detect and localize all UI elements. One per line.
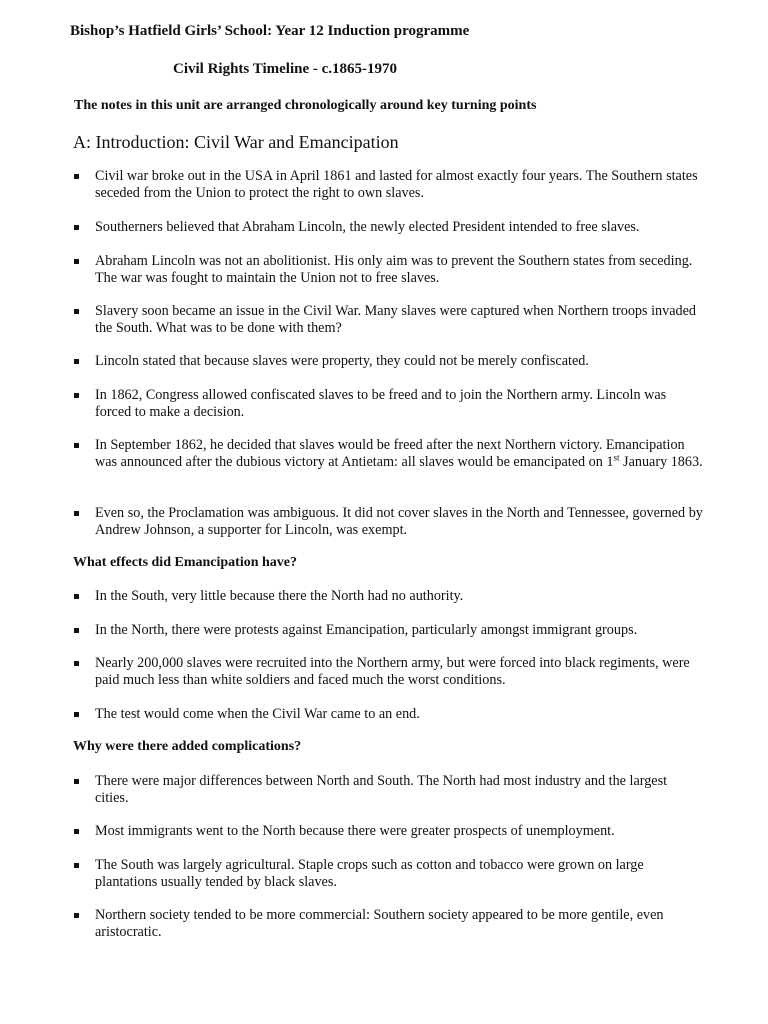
bullet-marker: [74, 393, 79, 398]
bullet-marker: [74, 511, 79, 516]
bullet-text: Southerners believed that Abraham Lincoln, the newly elected President intended to free slaves.: [95, 219, 640, 235]
effects-heading: What effects did Emancipation have?: [73, 555, 297, 570]
bullet-text: [95, 437, 704, 471]
bullet-text-part: In September 1862, he decided that slaves would be freed after the next Northern victory. Emancipation was announced after the dubious victory at Antietam: all slaves would be emancipated on 1: [95, 437, 685, 470]
list-item: [74, 168, 704, 202]
bullet-text: There were major differences between North and South. The North had most industry and the largest cities.: [95, 773, 668, 806]
list-item: [74, 253, 704, 287]
bullet-marker: [74, 779, 79, 784]
bullet-marker: [74, 863, 79, 868]
bullet-marker: [74, 829, 79, 834]
ordinal-suffix: st: [613, 452, 620, 463]
list-item: [74, 655, 704, 689]
bullet-marker: [74, 225, 79, 230]
bullet-marker: [74, 443, 79, 448]
list-item: [74, 505, 704, 539]
complications-heading: Why were there added complications?: [73, 739, 302, 754]
bullet-text: Northern society tended to be more commercial: Southern society appeared to be more gentile, even aristocratic.: [95, 907, 664, 940]
bullet-text: In 1862, Congress allowed confiscated slaves to be freed and to join the Northern army. Lincoln was forced to make a decision.: [95, 387, 667, 420]
bullet-text: In the North, there were protests against Emancipation, particularly amongst immigrant groups.: [95, 622, 638, 638]
bullet-text: Even so, the Proclamation was ambiguous. It did not cover slaves in the North and Tennessee, governed by Andrew Johnson, a supporter for Lincoln, was exempt.: [95, 505, 703, 538]
bullet-marker: [74, 309, 79, 314]
bullet-text: The test would come when the Civil War came to an end.: [95, 706, 420, 722]
section-a-title: A: Introduction: Civil War and Emancipation: [73, 132, 399, 152]
bullet-text: Lincoln stated that because slaves were property, they could not be merely confiscated.: [95, 353, 589, 369]
list-item: [74, 219, 704, 236]
list-item: [74, 857, 704, 891]
bullet-marker: [74, 628, 79, 633]
list-item: [74, 706, 704, 723]
list-item: [74, 773, 704, 807]
document-title: Civil Rights Timeline - c.1865-1970: [173, 61, 398, 77]
bullet-marker: [74, 661, 79, 666]
bullet-text: In the South, very little because there the North had no authority.: [95, 588, 464, 604]
bullet-text: Slavery soon became an issue in the Civil War. Many slaves were captured when Northern troops invaded the South. What was to be done with them?: [95, 303, 697, 336]
list-item: [74, 353, 704, 370]
bullet-text-part: January 1863.: [619, 454, 703, 470]
school-title: Bishop’s Hatfield Girls’ School: Year 12 Induction programme: [70, 23, 470, 39]
bullet-marker: [74, 594, 79, 599]
bullet-text: Nearly 200,000 slaves were recruited into the Northern army, but were forced into black regiments, were paid much less than white soldiers and faced much the worst conditions.: [95, 655, 690, 688]
list-item: [74, 303, 704, 337]
bullet-marker: [74, 712, 79, 717]
list-item: [74, 437, 704, 471]
bullet-marker: [74, 359, 79, 364]
bullet-marker: [74, 174, 79, 179]
list-item: [74, 588, 704, 605]
unit-note: The notes in this unit are arranged chronologically around key turning points: [74, 98, 537, 113]
list-item: [74, 387, 704, 421]
list-item: [74, 907, 704, 941]
bullet-text: Most immigrants went to the North because there were greater prospects of unemployment.: [95, 823, 615, 839]
list-item: [74, 823, 704, 840]
bullet-text: Abraham Lincoln was not an abolitionist. His only aim was to prevent the Southern states from seceding. The war was fought to maintain the Union not to free slaves.: [95, 253, 693, 286]
list-item: [74, 622, 704, 639]
bullet-marker: [74, 913, 79, 918]
bullet-text: Civil war broke out in the USA in April 1861 and lasted for almost exactly four years. The Southern states seceded from the Union to protect the right to own slaves.: [95, 168, 698, 201]
bullet-marker: [74, 259, 79, 264]
bullet-text: The South was largely agricultural. Staple crops such as cotton and tobacco were grown on large plantations usually tended by black slaves.: [95, 857, 644, 890]
